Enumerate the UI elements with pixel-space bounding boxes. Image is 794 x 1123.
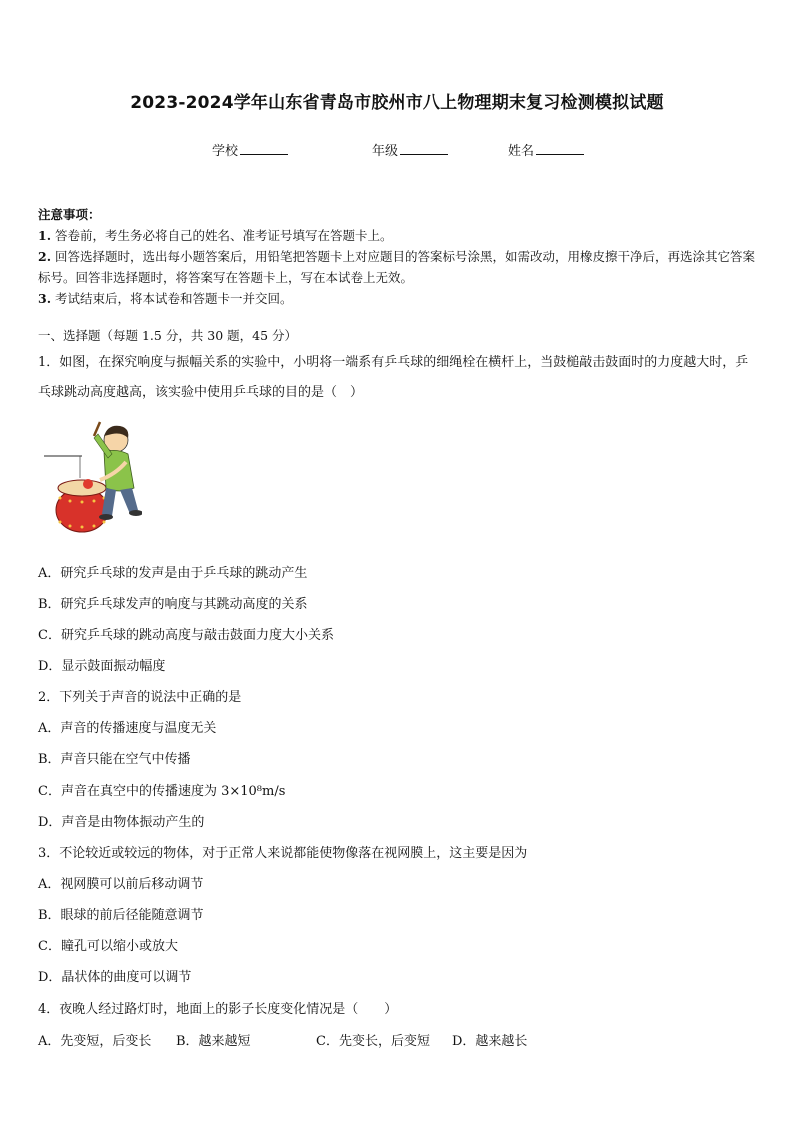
school-field — [212, 140, 288, 159]
question-4-option-d: D．越来越长 — [452, 1034, 528, 1049]
student-info-line — [0, 140, 794, 160]
question-3-option-b: B．眼球的前后径能随意调节 — [38, 908, 204, 923]
question-1-option-c: C．研究乒乓球的跳动高度与敲击鼓面力度大小关系 — [38, 628, 334, 643]
question-3-stem: 3．不论较近或较远的物体，对于正常人来说都能使物像落在视网膜上，这主要是因为 — [38, 846, 528, 861]
name-blank — [536, 142, 584, 155]
question-2-option-b: B．声音只能在空气中传播 — [38, 752, 191, 767]
question-1-stem: 1．如图，在探究响度与振幅关系的实验中，小明将一端系有乒乓球的细绳栓在横杆上，当鼓槌敲击鼓面时的力度越大时，乒乓球跳动高度越高，该实验中使用乒乓球的目的是（ ） — [38, 355, 749, 400]
grade-blank — [400, 142, 448, 155]
school-blank — [240, 142, 288, 155]
name-field — [508, 140, 584, 159]
question-2-option-a: A．声音的传播速度与温度无关 — [38, 721, 217, 736]
question-4-option-c: C．先变长，后变短 — [316, 1034, 430, 1049]
section-heading: 一、选择题（每题 1.5 分，共 30 题，45 分） — [38, 328, 298, 343]
note-item: 1. 答卷前，考生务必将自己的姓名、准考证号填写在答题卡上。 — [38, 228, 393, 243]
question-2-stem: 2．下列关于声音的说法中正确的是 — [38, 690, 242, 705]
school-label: 学校 — [212, 144, 239, 159]
exam-notes — [38, 204, 758, 309]
note-item: 3. 考试结束后，将本试卷和答题卡一并交回。 — [38, 291, 293, 306]
question-3-option-a: A．视网膜可以前后移动调节 — [38, 877, 204, 892]
drum-boy-icon — [42, 418, 142, 536]
question-2-option-c: C．声音在真空中的传播速度为 3×10⁸m/s — [38, 784, 286, 799]
question-4-option-a: A．先变短，后变长 — [38, 1034, 152, 1049]
question-1-option-d: D．显示鼓面振动幅度 — [38, 659, 166, 674]
question-1-option-b: B．研究乒乓球发声的响度与其跳动高度的关系 — [38, 597, 308, 612]
question-4-stem: 4．夜晚人经过路灯时，地面上的影子长度变化情况是（ ） — [38, 1002, 398, 1017]
question-3-option-c: C．瞳孔可以缩小或放大 — [38, 939, 178, 954]
notes-heading: 注意事项： — [38, 207, 101, 222]
grade-label: 年级 — [372, 144, 399, 159]
question-4-option-b: B．越来越短 — [176, 1034, 251, 1049]
name-label: 姓名 — [508, 144, 535, 159]
note-item: 2. 回答选择题时，选出每小题答案后，用铅笔把答题卡上对应题目的答案标号涂黑，如需改动，用橡皮擦干净后，再选涂其它答案标号。回答非选择题时，将答案写在答题卡上，写在本试卷上无效。 — [38, 249, 756, 285]
question-1-option-a: A．研究乒乓球的发声是由于乒乓球的跳动产生 — [38, 566, 308, 581]
drum-illustration — [42, 418, 142, 536]
grade-field — [372, 140, 448, 159]
question-2-option-d: D．声音是由物体振动产生的 — [38, 815, 205, 830]
page-title: 2023-2024学年山东省青岛市胶州市八上物理期末复习检测模拟试题 — [130, 93, 664, 113]
question-3-option-d: D．晶状体的曲度可以调节 — [38, 970, 192, 985]
